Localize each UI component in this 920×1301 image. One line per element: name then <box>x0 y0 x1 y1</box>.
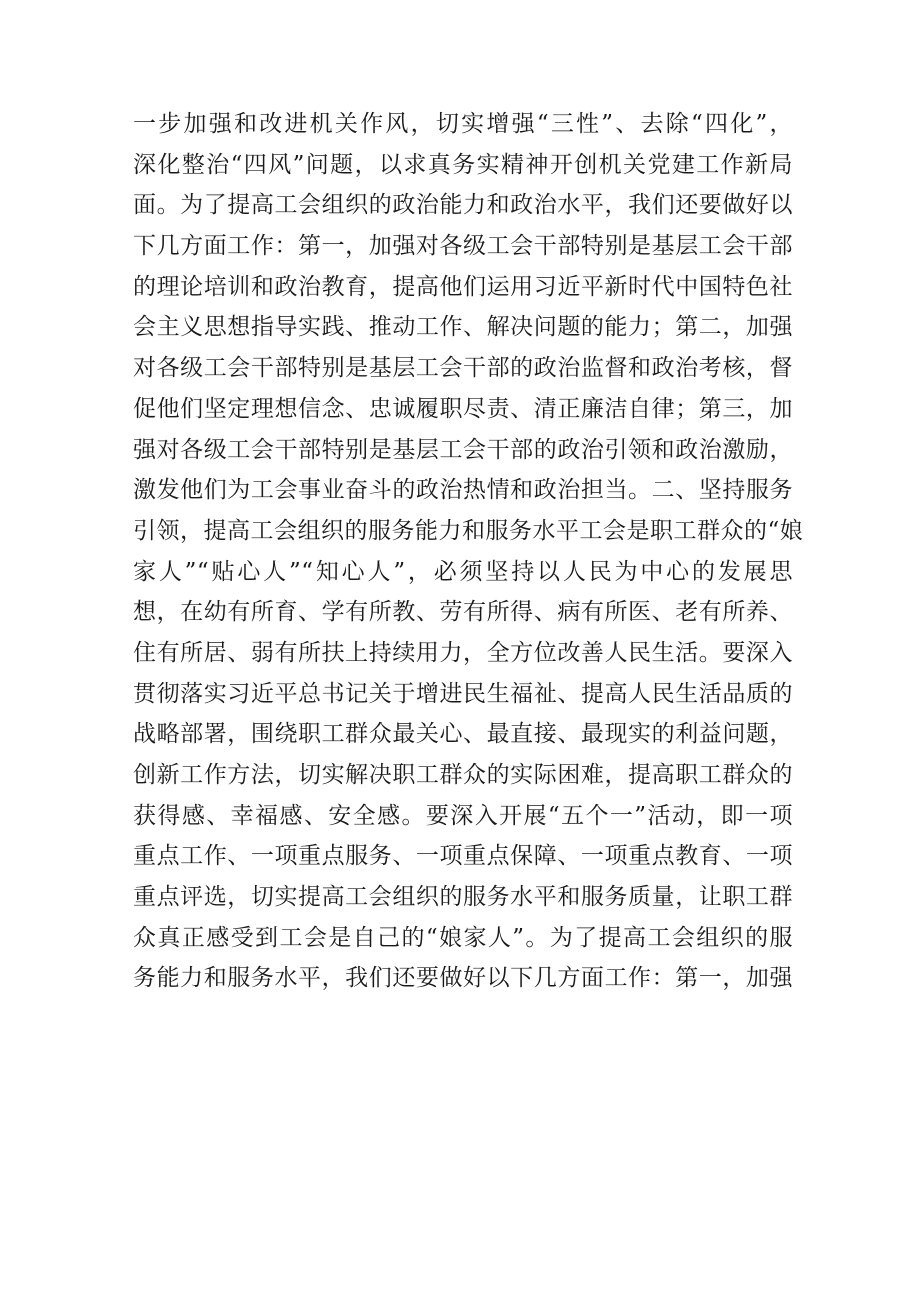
text-line: 想，在幼有所育、学有所教、劳有所得、病有所医、老有所养、 <box>133 599 793 626</box>
text-line: 引领，提高工会组织的服务能力和服务水平工会是职工群众的“娘 <box>133 517 804 544</box>
text-line: 家人”“贴心人”“知心人”，必须坚持以人民为中心的发展思 <box>133 558 793 585</box>
text-line: 战略部署，围绕职工群众最关心、最直接、最现实的利益问题， <box>133 721 793 748</box>
text-line: 重点工作、一项重点服务、一项重点保障、一项重点教育、一项 <box>133 843 793 870</box>
text-line: 下几方面工作：第一，加强对各级工会干部特别是基层工会干部 <box>133 233 793 260</box>
text-line: 面。为了提高工会组织的政治能力和政治水平，我们还要做好以 <box>133 192 793 219</box>
text-line: 深化整治“四风”问题，以求真务实精神开创机关党建工作新局 <box>133 151 793 178</box>
text-line: 创新工作方法，切实解决职工群众的实际困难，提高职工群众的 <box>133 762 793 788</box>
text-line: 获得感、幸福感、安全感。要深入开展“五个一”活动，即一项 <box>133 802 793 829</box>
text-line: 务能力和服务水平，我们还要做好以下几方面工作：第一，加强 <box>133 965 793 992</box>
text-line: 的理论培训和政治教育，提高他们运用习近平新时代中国特色社 <box>133 273 793 300</box>
text-line: 贯彻落实习近平总书记关于增进民生福祉、提高人民生活品质的 <box>133 680 793 707</box>
text-line: 对各级工会干部特别是基层工会干部的政治监督和政治考核，督 <box>133 355 793 382</box>
text-line: 强对各级工会干部特别是基层工会干部的政治引领和政治激励， <box>133 436 793 463</box>
text-line: 重点评选，切实提高工会组织的服务水平和服务质量，让职工群 <box>133 884 793 911</box>
text-line: 促他们坚定理想信念、忠诚履职尽责、清正廉洁自律；第三，加 <box>133 395 793 422</box>
text-line: 激发他们为工会事业奋斗的政治热情和政治担当。二、坚持服务 <box>133 477 793 504</box>
text-line: 一步加强和改进机关作风，切实增强“三性”、去除“四化”， <box>133 111 793 137</box>
body-paragraph <box>133 104 804 999</box>
text-line: 众真正感受到工会是自己的“娘家人”。为了提高工会组织的服 <box>133 924 793 951</box>
text-line: 住有所居、弱有所扶上持续用力，全方位改善人民生活。要深入 <box>133 639 793 666</box>
text-line: 会主义思想指导实践、推动工作、解决问题的能力；第二，加强 <box>133 314 793 341</box>
